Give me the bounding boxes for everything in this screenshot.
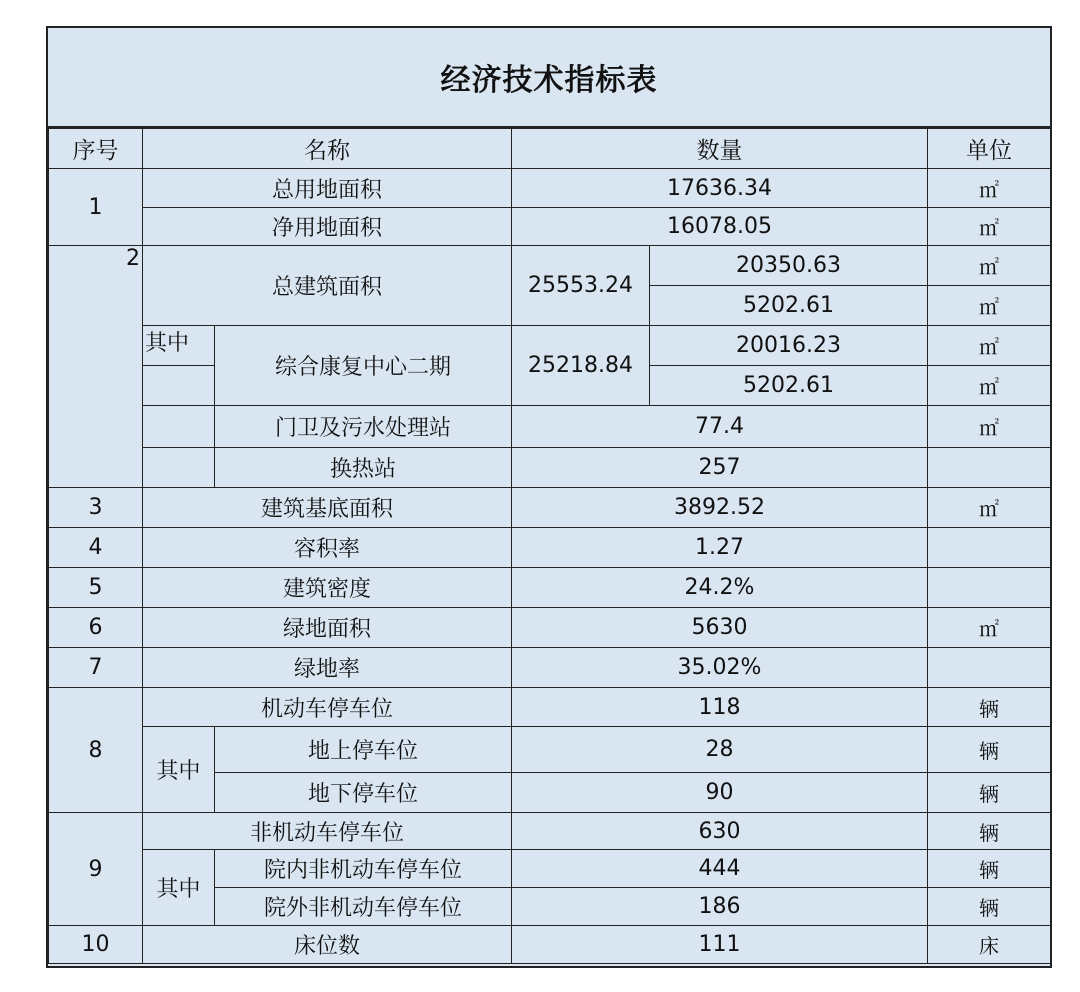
empty-cell (143, 366, 215, 406)
row-unit: ㎡ (928, 286, 1051, 326)
sub-label: 其中 (143, 326, 215, 366)
row-name: 床位数 (143, 926, 512, 964)
row-value: 444 (512, 850, 928, 888)
row-name: 建筑密度 (143, 568, 512, 608)
table-row (49, 448, 1051, 488)
row-name: 建筑基底面积 (143, 488, 512, 528)
row-name: 容积率 (143, 528, 512, 568)
row-unit (928, 648, 1051, 688)
row-index: 5 (49, 568, 143, 608)
row-index: 2 (49, 246, 143, 488)
row-value: 77.4 (512, 406, 928, 448)
header-quantity: 数量 (512, 129, 928, 169)
table-row (49, 528, 1051, 568)
table-row (49, 608, 1051, 648)
row-name: 净用地面积 (143, 208, 512, 246)
table-title: 经济技术指标表 (48, 28, 1050, 128)
row-unit: ㎡ (928, 169, 1051, 208)
row-value: 1.27 (512, 528, 928, 568)
row-value: 28 (512, 727, 928, 773)
row-unit: ㎡ (928, 246, 1051, 286)
row-value: 17636.34 (512, 169, 928, 208)
header-name: 名称 (143, 129, 512, 169)
row-unit: 辆 (928, 813, 1051, 850)
row-name: 机动车停车位 (143, 688, 512, 727)
row-unit: 辆 (928, 850, 1051, 888)
row-name: 非机动车停车位 (143, 813, 512, 850)
row-part-value: 5202.61 (650, 286, 928, 326)
row-value: 630 (512, 813, 928, 850)
row-index: 6 (49, 608, 143, 648)
header-row (49, 129, 1051, 169)
table-row (49, 850, 1051, 888)
table-row (49, 648, 1051, 688)
row-unit: ㎡ (928, 208, 1051, 246)
row-value: 111 (512, 926, 928, 964)
row-part-value: 5202.61 (650, 366, 928, 406)
row-index: 9 (49, 813, 143, 926)
row-name: 总建筑面积 (143, 246, 512, 326)
row-unit: 辆 (928, 773, 1051, 813)
row-unit: 辆 (928, 727, 1051, 773)
row-value: 25553.24 (512, 246, 650, 326)
row-name: 门卫及污水处理站 (215, 406, 512, 448)
row-value: 35.02% (512, 648, 928, 688)
row-unit (928, 528, 1051, 568)
row-name: 院内非机动车停车位 (215, 850, 512, 888)
row-name: 换热站 (215, 448, 512, 488)
row-name: 总用地面积 (143, 169, 512, 208)
table-row (49, 926, 1051, 964)
row-value: 118 (512, 688, 928, 727)
indicator-table (48, 128, 1051, 964)
row-name: 绿地率 (143, 648, 512, 688)
table-row (49, 688, 1051, 727)
row-name: 地下停车位 (215, 773, 512, 813)
row-index: 3 (49, 488, 143, 528)
table-row (49, 326, 1051, 366)
table-row (49, 568, 1051, 608)
row-unit: ㎡ (928, 608, 1051, 648)
sub-label: 其中 (143, 850, 215, 926)
row-value: 257 (512, 448, 928, 488)
row-index: 4 (49, 528, 143, 568)
row-part-value: 20350.63 (650, 246, 928, 286)
row-index: 1 (49, 169, 143, 246)
table-row (49, 246, 1051, 286)
row-unit: ㎡ (928, 488, 1051, 528)
row-unit: ㎡ (928, 406, 1051, 448)
row-unit: ㎡ (928, 326, 1051, 366)
row-name: 综合康复中心二期 (215, 326, 512, 406)
row-name: 地上停车位 (215, 727, 512, 773)
header-unit: 单位 (928, 129, 1051, 169)
row-value: 25218.84 (512, 326, 650, 406)
empty-cell (143, 448, 215, 488)
row-value: 24.2% (512, 568, 928, 608)
row-name: 绿地面积 (143, 608, 512, 648)
row-value: 3892.52 (512, 488, 928, 528)
row-index: 8 (49, 688, 143, 813)
table-row (49, 488, 1051, 528)
row-value: 16078.05 (512, 208, 928, 246)
empty-cell (143, 406, 215, 448)
row-unit: 辆 (928, 688, 1051, 727)
table-row (49, 169, 1051, 208)
row-unit: ㎡ (928, 366, 1051, 406)
row-unit: 床 (928, 926, 1051, 964)
table-row (49, 727, 1051, 773)
row-name: 院外非机动车停车位 (215, 888, 512, 926)
row-value: 186 (512, 888, 928, 926)
row-part-value: 20016.23 (650, 326, 928, 366)
row-index: 7 (49, 648, 143, 688)
table-row (49, 208, 1051, 246)
header-index: 序号 (49, 129, 143, 169)
row-unit: 辆 (928, 888, 1051, 926)
indicator-table-sheet (46, 26, 1052, 968)
row-unit (928, 568, 1051, 608)
row-value: 90 (512, 773, 928, 813)
row-index: 10 (49, 926, 143, 964)
table-row (49, 406, 1051, 448)
sub-label: 其中 (143, 727, 215, 813)
row-value: 5630 (512, 608, 928, 648)
table-row (49, 813, 1051, 850)
row-unit (928, 448, 1051, 488)
